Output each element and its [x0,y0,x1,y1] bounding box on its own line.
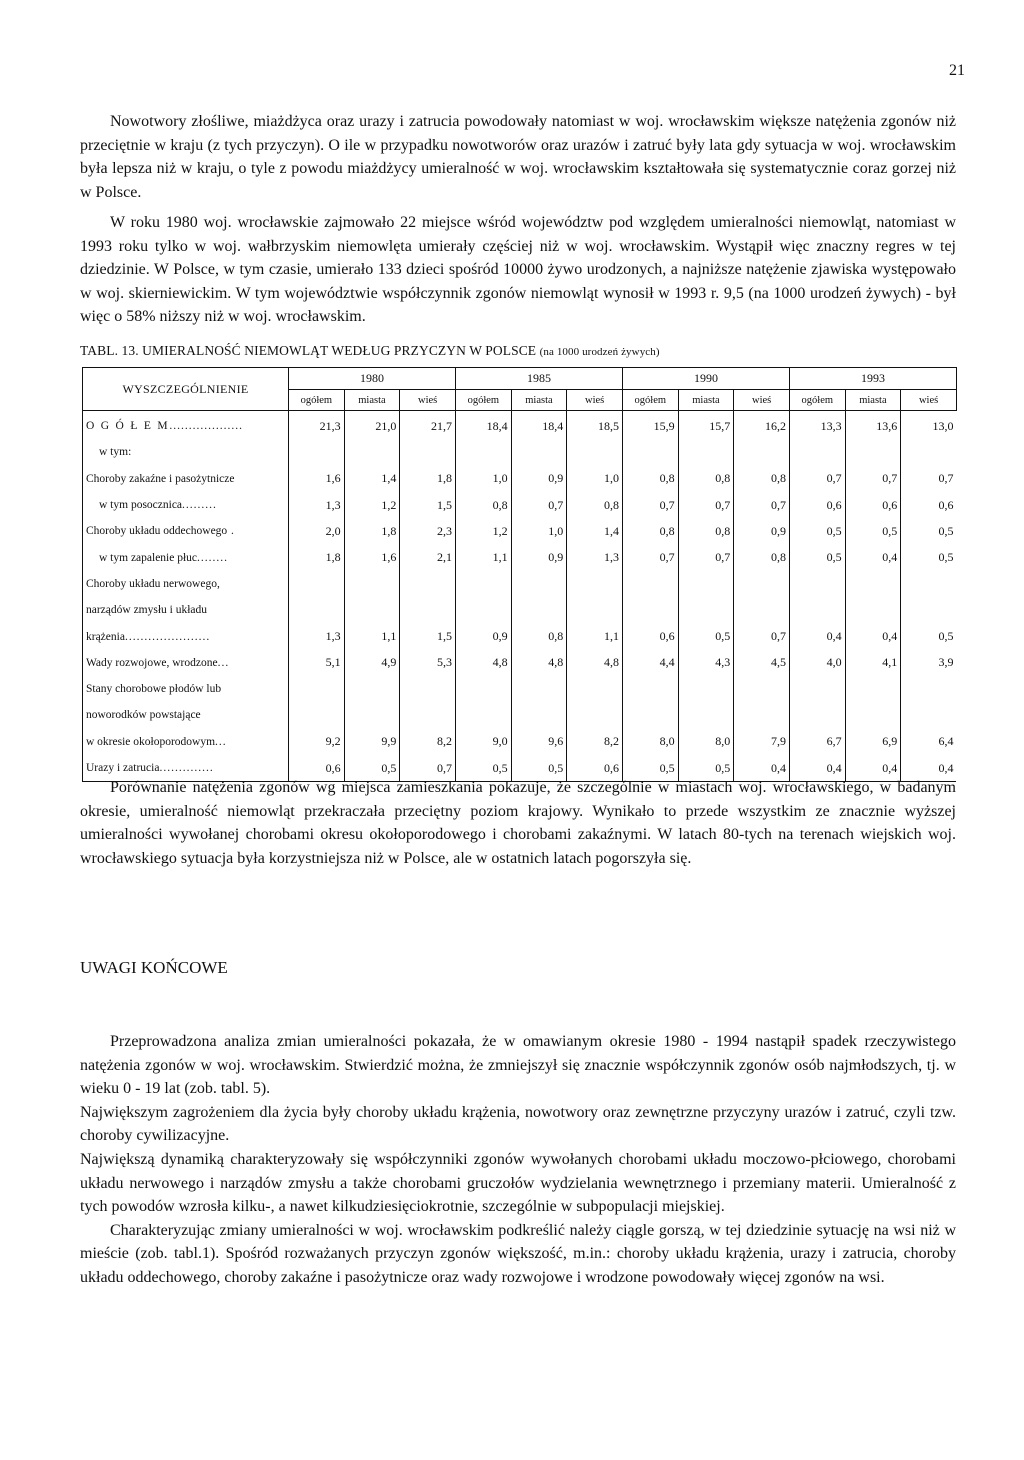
value-cell: 4,3 [678,650,734,676]
table-row [83,571,957,597]
value-cell: 0,7 [678,492,734,518]
value-cell: 1,8 [344,518,400,544]
value-cell: 0,5 [938,629,954,644]
value-cell: 3,9 [938,655,954,670]
row-label-text: w okresie okołoporodowym [86,735,216,748]
value-cell [901,676,957,702]
leader-dots: ...................... [124,630,211,643]
value-cell: 4,8 [455,650,511,676]
value-cell: 13,0 [932,418,954,433]
table-row [83,518,957,544]
row-label [83,518,289,544]
value-cell: 0,4 [789,755,845,782]
value-cell [845,597,901,623]
value-cell [511,439,567,465]
value-cell: 4,4 [622,650,678,676]
value-cell: 0,5 [678,755,734,782]
subheader: wieś [400,390,456,411]
value-cell: 4,5 [734,650,790,676]
value-cell: 21,3 [289,411,345,440]
value-cell: 2,1 [400,544,456,570]
table-caption-title: TABL. 13. UMIERALNOŚĆ NIEMOWLĄT WEDŁUG PRZYCZYN W POLSCE [80,343,537,358]
value-cell [734,676,790,702]
value-cell: 0,6 [789,492,845,518]
value-cell: 1,8 [289,544,345,570]
value-cell: 0,8 [455,492,511,518]
table-row [83,492,957,518]
value-cell: 1,0 [455,466,511,492]
year-header: 1993 [789,368,956,390]
conclusion-paragraph: Największą dynamiką charakteryzowały się współczynniki zgonów wywołanych chorobami układu moczowo-płciowego, chorobami układu nerwowego i narządów zmysłu a także chorobami gruczołów wydzielania wewnętrznego i przemiany materii. Umieralność z tych powodów wzrosła kilku-, a nawet kilkudziesięciokrotnie, szczególnie w subpopulacji miejskiej. [80,1150,956,1216]
value-cell: 0,7 [511,492,567,518]
row-label [83,544,289,570]
value-cell: 18,4 [511,411,567,440]
paragraph-text: Nowotwory złośliwe, miażdżyca oraz urazy i zatrucia powodowały natomiast w woj. wrocławskim większe natężenia zgonów niż przeciętnie w kraju (z tych przyczyn). O ile w przypadku nowotworów oraz urazów i zatruć były lata gdy sytuacja w woj. wrocławskim była lepsza niż w kraju, o tyle z powodu miażdżycy umieralność w woj. wrocławskim kształtowała się systematycznie coraz gorzej niż w Polsce. [80,113,956,201]
value-cell [734,439,790,465]
value-cell [622,597,678,623]
value-cell: 21,7 [400,411,456,440]
comparison-paragraph [80,776,956,870]
value-cell [289,571,345,597]
value-cell [845,676,901,702]
value-cell: 0,5 [938,523,954,538]
value-cell [511,571,567,597]
value-cell: 6,9 [845,729,901,755]
value-cell: 1,1 [455,544,511,570]
value-cell: 1,2 [455,518,511,544]
paragraph-text: Porównanie natężenia zgonów wg miejsca zamieszkania pokazuje, że szczególnie w miastach woj. wrocławskiego, w badanym okresie, umieralność niemowląt przekraczała przeciętny poziom krajowy. Wynikało to przede wszystkim ze znacznie wyższej umieralności wywołanej chorobami okresu okołoporodowego i chorobami zakaźnymi. W latach 80-tych na terenach wiejskich woj. wrocławskiego sytuacja była korzystniejsza niż w Polsce, ale w ostatnich latach pogorszyła się. [80,779,956,867]
row-label [83,571,289,597]
value-cell [344,439,400,465]
value-cell [511,702,567,728]
value-cell: 18,5 [567,411,623,440]
leader-dots: . [227,525,235,538]
value-cell: 4,1 [845,650,901,676]
value-cell [567,702,623,728]
value-cell: 1,4 [344,466,400,492]
value-cell [734,571,790,597]
subheader: miasta [678,390,734,411]
leader-dots: .............. [159,762,214,774]
value-cell: 1,6 [289,466,345,492]
value-cell: 9,2 [289,729,345,755]
subheader: ogółem [455,390,511,411]
value-cell: 0,6 [845,492,901,518]
leader-dots: ................... [169,420,243,433]
row-label-text: Choroby zakaźne i pasożytnicze [86,472,235,485]
value-cell: 7,9 [734,729,790,755]
value-cell: 1,5 [400,492,456,518]
value-cell: 1,1 [567,623,623,649]
row-label [83,702,289,728]
value-cell: 4,9 [344,650,400,676]
value-cell: 4,8 [567,650,623,676]
row-label [83,676,289,702]
leader-dots: ......... [182,499,217,512]
value-cell [901,571,957,597]
value-cell: 0,5 [344,755,400,782]
value-cell: 0,7 [400,755,456,782]
row-label-text: Choroby układu nerwowego, [86,577,220,590]
value-cell: 0,5 [789,544,845,570]
value-cell [344,676,400,702]
value-cell: 21,0 [344,411,400,440]
conclusion-paragraph: Największym zagrożeniem dla życia były choroby układu krążenia, nowotwory oraz zewnętrzne przyczyny urazów i zatruć, czyli tzw. choroby cywilizacyjne. [80,1103,956,1145]
value-cell [901,702,957,728]
value-cell [622,571,678,597]
value-cell [678,439,734,465]
value-cell: 0,7 [734,623,790,649]
table-row [83,729,957,755]
value-cell: 8,2 [567,729,623,755]
value-cell [511,597,567,623]
value-cell: 18,4 [455,411,511,440]
table-caption [80,343,660,359]
value-cell: 13,6 [845,411,901,440]
value-cell: 0,4 [845,544,901,570]
value-cell: 13,3 [789,411,845,440]
value-cell [901,439,957,465]
value-cell: 0,7 [789,466,845,492]
value-cell: 9,0 [455,729,511,755]
row-label [83,492,289,518]
value-cell [789,439,845,465]
row-label [83,623,289,649]
value-cell: 0,4 [845,755,901,782]
value-cell: 0,8 [567,492,623,518]
subheader: wieś [734,390,790,411]
year-header: 1980 [289,368,456,390]
value-cell: 0,4 [789,623,845,649]
row-label [83,466,289,492]
row-label-text: Urazy i zatrucia [86,762,160,774]
row-label [83,729,289,755]
row-label-text: krążenia [86,630,125,643]
value-cell: 0,4 [901,755,957,782]
value-cell: 1,3 [289,623,345,649]
value-cell: 0,5 [622,755,678,782]
value-cell: 4,0 [789,650,845,676]
table-row [83,411,957,440]
row-label [83,411,289,440]
value-cell [289,597,345,623]
subheader: wieś [901,390,957,411]
value-cell: 1,0 [511,518,567,544]
subheader: ogółem [789,390,845,411]
value-cell: 8,2 [400,729,456,755]
value-cell [789,702,845,728]
value-cell: 0,7 [622,544,678,570]
value-cell: 0,5 [678,623,734,649]
row-label-text: Choroby układu oddechowego [86,525,228,538]
subheader: miasta [511,390,567,411]
value-cell: 0,7 [845,466,901,492]
value-cell [789,597,845,623]
row-label-text: noworodków powstające [86,709,201,722]
page-number: 21 [949,62,965,79]
row-label [83,650,289,676]
leader-dots: ... [217,656,230,669]
table-row [83,650,957,676]
value-cell: 1,0 [567,466,623,492]
value-cell [567,439,623,465]
value-cell: 2,3 [400,518,456,544]
value-cell [400,597,456,623]
value-cell: 0,9 [511,544,567,570]
value-cell: 1,2 [344,492,400,518]
value-cell: 0,8 [622,518,678,544]
value-cell: 15,9 [622,411,678,440]
value-cell [455,571,511,597]
value-cell [400,439,456,465]
value-cell [678,597,734,623]
value-cell [789,571,845,597]
value-cell: 0,8 [678,466,734,492]
value-cell: 0,6 [938,497,954,512]
row-label-text: w tym: [99,446,132,459]
row-label-text: Wady rozwojowe, wrodzone [86,656,218,669]
table-row [83,439,957,465]
intro-paragraph [80,110,956,204]
leader-dots: ........ [197,551,229,564]
value-cell: 0,5 [511,755,567,782]
value-cell [901,597,957,623]
subheader: miasta [845,390,901,411]
value-cell [734,597,790,623]
value-cell [344,702,400,728]
value-cell [567,676,623,702]
value-cell: 0,9 [511,466,567,492]
value-cell: 0,8 [678,518,734,544]
value-cell [289,439,345,465]
value-cell: 0,7 [678,544,734,570]
leader-dots: ... [215,735,227,748]
value-cell: 2,0 [289,518,345,544]
value-cell [455,597,511,623]
row-label [83,597,289,623]
value-cell: 0,6 [289,755,345,782]
value-cell: 1,1 [344,623,400,649]
value-cell [289,676,345,702]
value-cell: 1,3 [289,492,345,518]
subheader: ogółem [289,390,345,411]
value-cell: 0,9 [455,623,511,649]
value-cell: 0,8 [734,544,790,570]
value-cell [400,571,456,597]
paragraph-text: W roku 1980 woj. wrocławskie zajmowało 22 miejsce wśród województw pod względem umieralności niemowląt, natomiast w 1993 roku tylko w woj. wałbrzyskim niemowlęta umierały częściej niż w woj. wrocławskim. Wystąpił więc znaczny regres w tej dziedzinie. W Polsce, w tym czasie, umierało 133 dzieci spośród 10000 żywo urodzonych, a najniższe natężenie zjawiska występowało w woj. skierniewickim. W tym województwie współczynnik zgonów niemowląt wynosił w 1993 r. 9,5 (na 1000 urodzeń żywych) - był więc o 58% niższy niż w woj. wrocławskim. [80,214,956,326]
table-row [83,544,957,570]
row-label-text: w tym posocznica [99,499,183,512]
value-cell: 1,4 [567,518,623,544]
value-cell: 8,0 [622,729,678,755]
value-cell [845,439,901,465]
value-cell [455,439,511,465]
subheader: ogółem [622,390,678,411]
value-cell [511,676,567,702]
value-cell: 0,8 [734,466,790,492]
value-cell [845,571,901,597]
section-title: UWAGI KOŃCOWE [80,958,228,977]
table-row [83,597,957,623]
column-header-label: WYSZCZEGÓLNIENIE [83,368,289,411]
row-label-text: Stany chorobowe płodów lub [86,683,222,696]
value-cell [344,571,400,597]
value-cell: 0,4 [845,623,901,649]
value-cell [400,676,456,702]
row-label-text: O G Ó Ł E M [86,420,170,433]
value-cell [622,702,678,728]
value-cell: 1,6 [344,544,400,570]
value-cell [567,571,623,597]
value-cell: 0,5 [789,518,845,544]
value-cell [622,439,678,465]
conclusions [80,1030,956,1290]
value-cell: 6,4 [938,734,954,749]
value-cell [734,702,790,728]
value-cell: 0,4 [734,755,790,782]
value-cell [678,676,734,702]
value-cell: 1,5 [400,623,456,649]
mortality-table [82,367,957,782]
value-cell: 9,9 [344,729,400,755]
value-cell [678,571,734,597]
table-row [83,623,957,649]
row-label-text: narządów zmysłu i układu [86,604,208,617]
value-cell: 0,8 [511,623,567,649]
value-cell: 6,7 [789,729,845,755]
value-cell: 0,7 [734,492,790,518]
value-cell [622,676,678,702]
value-cell: 15,7 [678,411,734,440]
year-header: 1985 [455,368,622,390]
value-cell [845,702,901,728]
value-cell: 0,5 [455,755,511,782]
row-label-text: w tym zapalenie płuc [99,551,198,564]
value-cell: 0,5 [845,518,901,544]
conclusion-paragraph: Przeprowadzona analiza zmian umieralności pokazała, że w omawianym okresie 1980 - 1994 nastąpił spadek rzeczywistego natężenia zgonów w woj. wrocławskim. Stwierdzić można, że zmniejszył się znacznie współczynnik zgonów osób najmłodszych, tj. w wieku 0 - 19 lat (zob. tabl. 5). [80,1033,956,1098]
year-header: 1990 [622,368,789,390]
value-cell: 4,8 [511,650,567,676]
value-cell [678,702,734,728]
value-cell [789,676,845,702]
value-cell: 0,8 [622,466,678,492]
value-cell [455,676,511,702]
value-cell: 0,9 [734,518,790,544]
value-cell [400,702,456,728]
conclusion-paragraph: Charakteryzując zmiany umieralności w woj. wrocławskim podkreślić należy ciągle gorszą, w tej dziedzinie sytuację na wsi niż w mieście (zob. tabl.1). Spośród rozważanych przyczyn zgonów większość, m.in.: choroby układu krążenia, urazy i zatrucia, choroby układu oddechowego, choroby zakaźne i pasożytnicze oraz wady rozwojowe i wrodzone powodowały więcej zgonów na wsi. [80,1221,956,1286]
table-caption-note: (na 1000 urodzeń żywych) [539,346,660,358]
value-cell: 0,6 [622,623,678,649]
subheader: miasta [344,390,400,411]
value-cell: 1,3 [567,544,623,570]
table-row [83,702,957,728]
value-cell: 0,6 [567,755,623,782]
table-row [83,466,957,492]
value-cell: 8,0 [678,729,734,755]
infant-mortality-paragraph [80,211,956,329]
value-cell: 0,7 [622,492,678,518]
value-cell [344,597,400,623]
row-label [83,439,289,465]
value-cell: 0,7 [938,471,954,486]
value-cell [567,597,623,623]
table-row [83,676,957,702]
value-cell [455,702,511,728]
value-cell: 16,2 [734,411,790,440]
value-cell: 5,3 [400,650,456,676]
value-cell: 9,6 [511,729,567,755]
value-cell: 0,5 [938,550,954,565]
value-cell [289,702,345,728]
value-cell: 1,8 [400,466,456,492]
value-cell: 5,1 [289,650,345,676]
subheader: wieś [567,390,623,411]
